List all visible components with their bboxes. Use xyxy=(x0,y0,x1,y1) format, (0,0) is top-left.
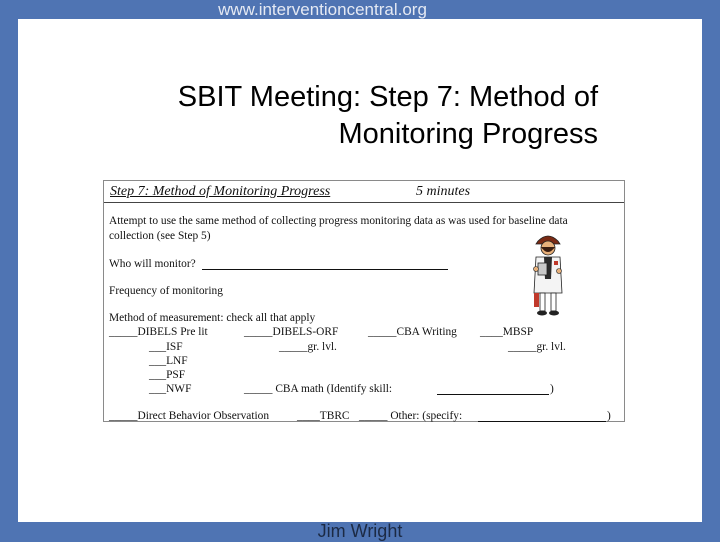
who-label: Who will monitor? xyxy=(109,258,196,270)
who-blank-line xyxy=(202,269,448,270)
method-direct-behavior-observation: _____Direct Behavior Observation xyxy=(109,410,270,422)
method-mbsp: ____MBSP xyxy=(480,326,534,338)
method-dibels-prelit: _____DIBELS Pre lit xyxy=(109,326,208,338)
other-blank-line xyxy=(478,421,606,422)
site-url: www.interventioncentral.org xyxy=(218,0,427,19)
method-isf: ___ISF xyxy=(149,341,183,353)
form-heading: Step 7: Method of Monitoring Progress xyxy=(110,184,331,199)
method-cba-writing: _____CBA Writing xyxy=(368,326,457,338)
step7-form-image xyxy=(103,180,625,422)
instruction-line-1: Attempt to use the same method of collecting progress monitoring data as was used for baseline data xyxy=(109,215,568,227)
method-nwf: ___NWF xyxy=(149,383,192,395)
slide-title-line-1: SBIT Meeting: Step 7: Method of xyxy=(177,81,598,113)
method-lnf: ___LNF xyxy=(149,355,188,367)
frequency-label: Frequency of monitoring xyxy=(109,285,223,297)
method-psf: ___PSF xyxy=(149,369,186,381)
method-cba-math: _____ CBA math (Identify skill: xyxy=(244,383,393,395)
method-mbsp-grade-level: _____gr. lvl. xyxy=(508,341,566,353)
method-label: Method of measurement: check all that apply xyxy=(109,312,316,324)
form-header xyxy=(104,181,624,203)
slide-panel xyxy=(18,19,702,522)
instruction-line-2: collection (see Step 5) xyxy=(109,230,211,242)
presenter-name: Jim Wright xyxy=(317,521,403,541)
other-close-paren: ) xyxy=(607,410,611,422)
form-duration: 5 minutes xyxy=(416,184,471,199)
slide-title xyxy=(78,79,598,153)
method-orf-grade-level: _____gr. lvl. xyxy=(279,341,337,353)
person-with-clipboard-icon xyxy=(524,231,572,317)
method-tbrc: ____TBRC xyxy=(297,410,350,422)
cba-math-close-paren: ) xyxy=(550,383,554,395)
cba-math-blank-line xyxy=(437,394,549,395)
method-dibels-orf: _____DIBELS-ORF xyxy=(244,326,339,338)
method-other: _____ Other: (specify: xyxy=(359,410,463,422)
slide-title-line-2: Monitoring Progress xyxy=(338,118,598,150)
